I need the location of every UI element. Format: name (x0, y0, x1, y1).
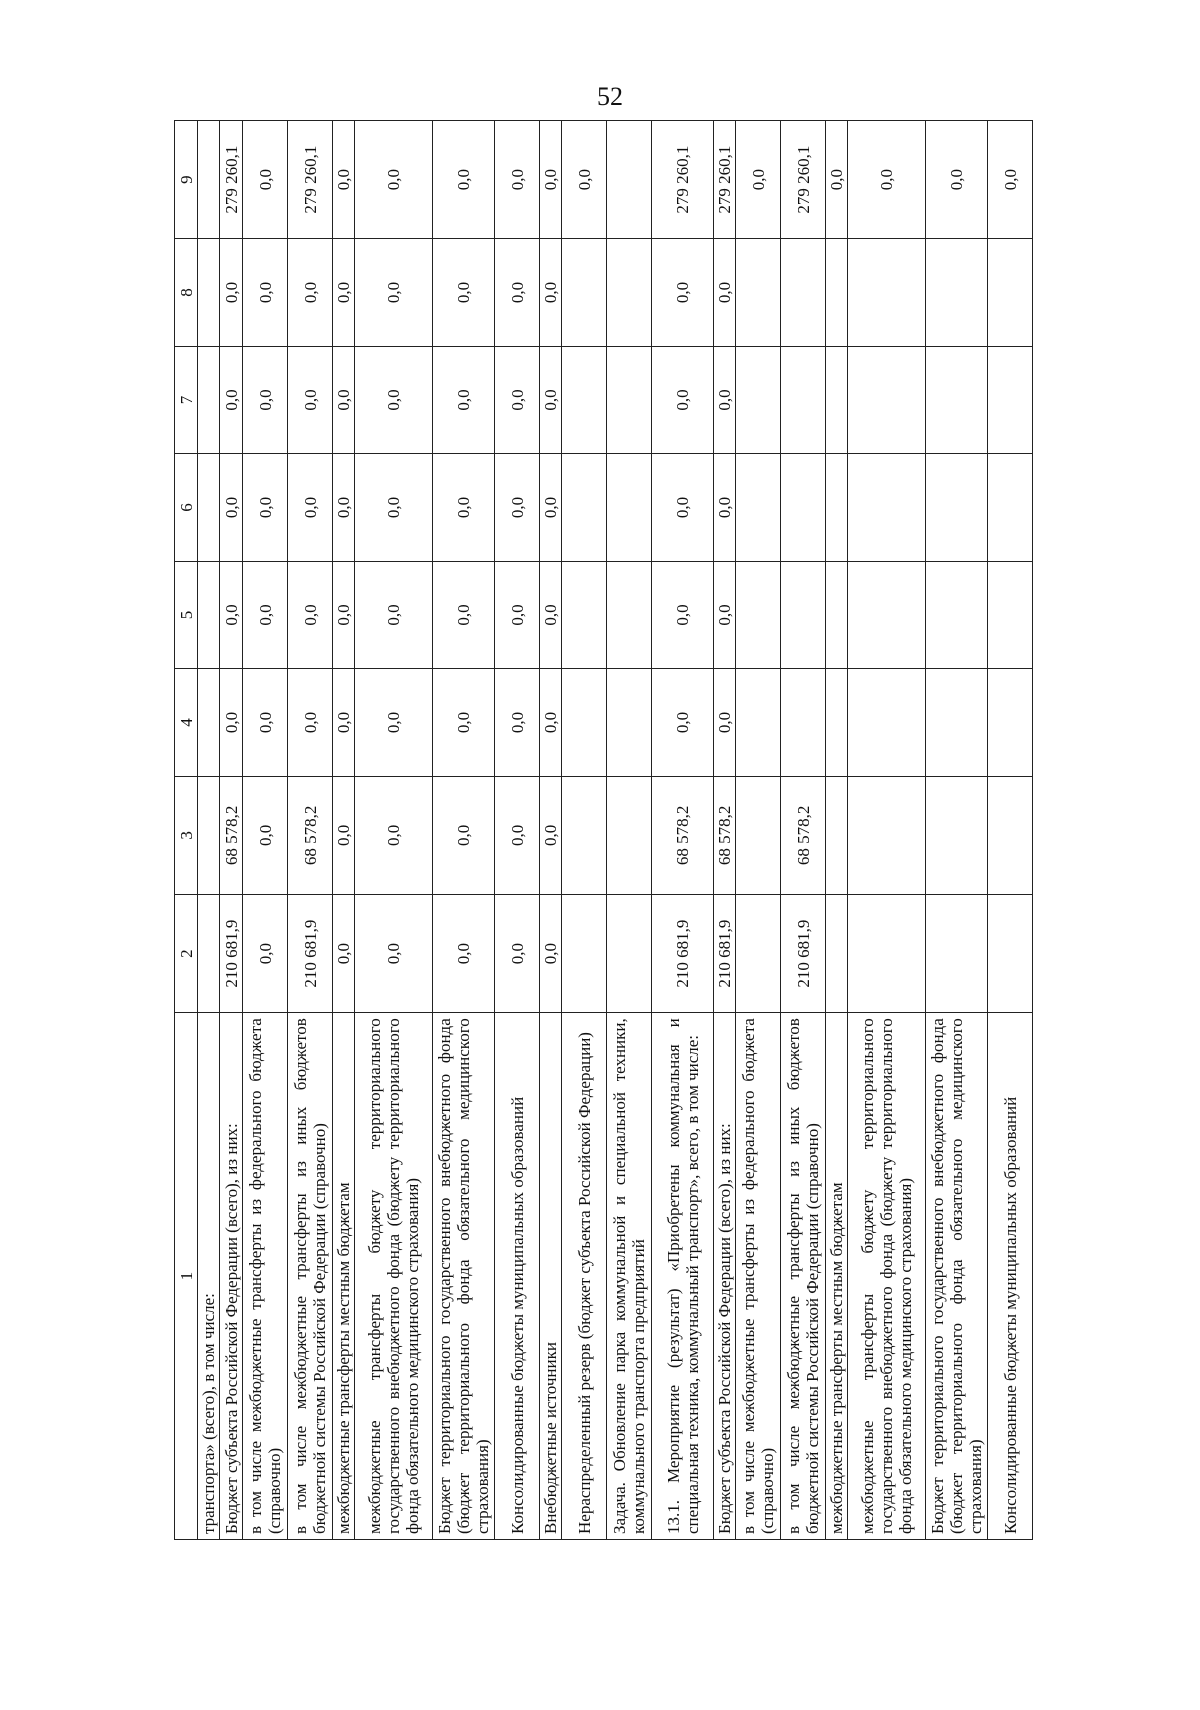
value-cell: 0,0 (243, 561, 288, 669)
value-cell (198, 346, 220, 454)
value-cell: 0,0 (540, 121, 562, 239)
value-cell (607, 561, 652, 669)
value-cell (562, 346, 607, 454)
value-cell: 0,0 (355, 895, 433, 1013)
column-header: 1 (175, 1013, 198, 1540)
table-row (562, 121, 607, 1540)
value-cell (562, 239, 607, 347)
row-label: межбюджетные трансферты бюджету территориального государственного внебюджетного фонда (бюджету территориального фонда обязательного медицинского страхования) (848, 1013, 926, 1540)
table-row (540, 121, 562, 1540)
value-cell: 279 260,1 (781, 121, 826, 239)
value-cell: 0,0 (433, 561, 495, 669)
value-cell (988, 669, 1033, 777)
value-cell (826, 561, 848, 669)
column-header: 6 (175, 454, 198, 562)
column-header: 4 (175, 669, 198, 777)
row-label: Бюджет субъекта Российской Федерации (всего), из них: (714, 1013, 736, 1540)
value-cell (562, 669, 607, 777)
value-cell: 0,0 (540, 561, 562, 669)
row-label: Задача. Обновление парка коммунальной и специальной техники, коммунального транспорта предприятий (607, 1013, 652, 1540)
value-cell: 0,0 (220, 454, 243, 562)
value-cell: 0,0 (714, 346, 736, 454)
value-cell (198, 776, 220, 894)
row-label: 13.1. Мероприятие (результат) «Приобретены коммунальная и специальная техника, коммунальный транспорт», всего, в том числе: (652, 1013, 714, 1540)
table-row (848, 121, 926, 1540)
value-cell: 0,0 (220, 561, 243, 669)
row-label: Нераспределенный резерв (бюджет субъекта Российской Федерации) (562, 1013, 607, 1540)
value-cell (781, 454, 826, 562)
value-cell: 0,0 (288, 346, 333, 454)
value-cell (848, 895, 926, 1013)
value-cell: 0,0 (355, 346, 433, 454)
value-cell (848, 239, 926, 347)
value-cell (826, 669, 848, 777)
value-cell (826, 346, 848, 454)
table-row (495, 121, 540, 1540)
value-cell: 0,0 (714, 454, 736, 562)
value-cell: 0,0 (540, 239, 562, 347)
table-row (198, 121, 220, 1540)
value-cell: 0,0 (540, 895, 562, 1013)
row-label: межбюджетные трансферты местным бюджетам (826, 1013, 848, 1540)
row-label: межбюджетные трансферты бюджету территориального государственного внебюджетного фонда (бюджету территориального фонда обязательного медицинского страхования) (355, 1013, 433, 1540)
table-row (355, 121, 433, 1540)
value-cell: 0,0 (333, 346, 355, 454)
row-label: Консолидированные бюджеты муниципальных образований (988, 1013, 1033, 1540)
value-cell: 0,0 (333, 669, 355, 777)
value-cell: 279 260,1 (288, 121, 333, 239)
value-cell: 0,0 (540, 669, 562, 777)
page-number: 52 (597, 82, 623, 111)
value-cell (198, 561, 220, 669)
value-cell: 0,0 (433, 346, 495, 454)
value-cell (826, 239, 848, 347)
value-cell: 0,0 (714, 239, 736, 347)
value-cell (926, 895, 988, 1013)
value-cell: 0,0 (333, 454, 355, 562)
value-cell (736, 239, 781, 347)
value-cell: 0,0 (333, 776, 355, 894)
value-cell (736, 776, 781, 894)
value-cell: 0,0 (736, 121, 781, 239)
value-cell: 0,0 (652, 346, 714, 454)
value-cell (926, 346, 988, 454)
value-cell (988, 776, 1033, 894)
value-cell: 210 681,9 (288, 895, 333, 1013)
column-header: 2 (175, 895, 198, 1013)
value-cell: 0,0 (540, 454, 562, 562)
value-cell (781, 669, 826, 777)
row-label: в том числе межбюджетные трансферты из иных бюджетов бюджетной системы Российской Федерации (справочно) (288, 1013, 333, 1540)
value-cell (607, 454, 652, 562)
value-cell: 0,0 (826, 121, 848, 239)
rotated-table-wrapper (174, 120, 1034, 1540)
value-cell: 0,0 (355, 669, 433, 777)
value-cell (926, 669, 988, 777)
column-header: 5 (175, 561, 198, 669)
value-cell: 68 578,2 (220, 776, 243, 894)
value-cell (848, 454, 926, 562)
value-cell: 279 260,1 (714, 121, 736, 239)
table-row (243, 121, 288, 1540)
value-cell: 0,0 (495, 561, 540, 669)
row-label: межбюджетные трансферты местным бюджетам (333, 1013, 355, 1540)
row-label: в том числе межбюджетные трансферты из федерального бюджета (справочно) (243, 1013, 288, 1540)
value-cell (736, 561, 781, 669)
value-cell: 0,0 (433, 239, 495, 347)
value-cell (198, 895, 220, 1013)
value-cell (736, 346, 781, 454)
table-row (607, 121, 652, 1540)
value-cell (736, 669, 781, 777)
row-label: в том числе межбюджетные трансферты из иных бюджетов бюджетной системы Российской Федерации (справочно) (781, 1013, 826, 1540)
value-cell: 0,0 (433, 454, 495, 562)
value-cell: 0,0 (433, 121, 495, 239)
value-cell (562, 454, 607, 562)
table-row (926, 121, 988, 1540)
value-cell: 0,0 (714, 669, 736, 777)
value-cell (926, 776, 988, 894)
value-cell: 0,0 (652, 454, 714, 562)
value-cell: 0,0 (243, 454, 288, 562)
value-cell: 0,0 (355, 121, 433, 239)
table-body (175, 121, 1033, 1540)
value-cell: 0,0 (495, 776, 540, 894)
value-cell: 0,0 (495, 239, 540, 347)
value-cell (848, 776, 926, 894)
value-cell (988, 895, 1033, 1013)
value-cell: 0,0 (652, 669, 714, 777)
table-row (288, 121, 333, 1540)
table-row (736, 121, 781, 1540)
value-cell: 0,0 (243, 239, 288, 347)
table-row (433, 121, 495, 1540)
table-row (220, 121, 243, 1540)
value-cell: 0,0 (333, 121, 355, 239)
value-cell: 0,0 (848, 121, 926, 239)
value-cell (781, 561, 826, 669)
value-cell: 0,0 (433, 776, 495, 894)
value-cell (988, 454, 1033, 562)
value-cell (926, 239, 988, 347)
value-cell: 0,0 (288, 239, 333, 347)
value-cell (781, 346, 826, 454)
table-row (826, 121, 848, 1540)
row-label: Бюджет территориального государственного внебюджетного фонда (бюджет территориального фонда обязательного медицинского страхования) (926, 1013, 988, 1540)
value-cell: 0,0 (652, 239, 714, 347)
row-label: Внебюджетные источники (540, 1013, 562, 1540)
value-cell: 0,0 (652, 561, 714, 669)
value-cell: 0,0 (288, 561, 333, 669)
value-cell (988, 239, 1033, 347)
value-cell: 210 681,9 (220, 895, 243, 1013)
value-cell (826, 454, 848, 562)
row-label: Бюджет субъекта Российской Федерации (всего), из них: (220, 1013, 243, 1540)
value-cell: 210 681,9 (714, 895, 736, 1013)
value-cell: 0,0 (495, 895, 540, 1013)
row-label: транспорта» (всего), в том числе: (198, 1013, 220, 1540)
value-cell: 0,0 (288, 669, 333, 777)
column-header: 9 (175, 121, 198, 239)
value-cell: 279 260,1 (220, 121, 243, 239)
column-header: 3 (175, 776, 198, 894)
value-cell: 0,0 (355, 239, 433, 347)
value-cell: 0,0 (355, 454, 433, 562)
value-cell (198, 669, 220, 777)
value-cell: 0,0 (220, 669, 243, 777)
value-cell: 0,0 (243, 776, 288, 894)
value-cell: 0,0 (540, 346, 562, 454)
row-label: в том числе межбюджетные трансферты из федерального бюджета (справочно) (736, 1013, 781, 1540)
value-cell (848, 346, 926, 454)
value-cell (198, 454, 220, 562)
value-cell (562, 561, 607, 669)
value-cell (607, 776, 652, 894)
value-cell (848, 561, 926, 669)
value-cell (607, 346, 652, 454)
value-cell: 0,0 (714, 561, 736, 669)
value-cell: 0,0 (243, 346, 288, 454)
value-cell: 0,0 (433, 669, 495, 777)
header-row (175, 121, 198, 1540)
value-cell (988, 561, 1033, 669)
value-cell: 0,0 (988, 121, 1033, 239)
row-label: Бюджет территориального государственного внебюджетного фонда (бюджет территориального фонда обязательного медицинского страхования) (433, 1013, 495, 1540)
table-row (333, 121, 355, 1540)
value-cell (988, 346, 1033, 454)
value-cell (781, 239, 826, 347)
value-cell: 68 578,2 (288, 776, 333, 894)
value-cell: 0,0 (495, 669, 540, 777)
table-row (714, 121, 736, 1540)
value-cell (607, 239, 652, 347)
value-cell: 0,0 (926, 121, 988, 239)
value-cell (607, 895, 652, 1013)
value-cell (562, 776, 607, 894)
value-cell: 0,0 (540, 776, 562, 894)
value-cell: 68 578,2 (781, 776, 826, 894)
value-cell: 0,0 (220, 239, 243, 347)
value-cell (198, 121, 220, 239)
value-cell: 0,0 (495, 121, 540, 239)
value-cell: 0,0 (243, 121, 288, 239)
value-cell: 210 681,9 (652, 895, 714, 1013)
value-cell (198, 239, 220, 347)
column-header: 8 (175, 239, 198, 347)
value-cell: 0,0 (562, 121, 607, 239)
value-cell: 0,0 (355, 776, 433, 894)
value-cell: 0,0 (243, 895, 288, 1013)
value-cell (736, 454, 781, 562)
value-cell: 0,0 (243, 669, 288, 777)
table-row (652, 121, 714, 1540)
value-cell (736, 895, 781, 1013)
row-label: Консолидированные бюджеты муниципальных образований (495, 1013, 540, 1540)
value-cell (607, 669, 652, 777)
table-row (781, 121, 826, 1540)
budget-table (174, 120, 1033, 1540)
value-cell: 0,0 (495, 454, 540, 562)
value-cell: 0,0 (333, 239, 355, 347)
value-cell (848, 669, 926, 777)
value-cell (826, 776, 848, 894)
value-cell: 0,0 (495, 346, 540, 454)
column-header: 7 (175, 346, 198, 454)
value-cell: 68 578,2 (714, 776, 736, 894)
value-cell (926, 561, 988, 669)
value-cell: 0,0 (433, 895, 495, 1013)
value-cell: 279 260,1 (652, 121, 714, 239)
value-cell: 0,0 (355, 561, 433, 669)
value-cell: 68 578,2 (652, 776, 714, 894)
value-cell (607, 121, 652, 239)
value-cell: 0,0 (333, 561, 355, 669)
value-cell (562, 895, 607, 1013)
value-cell: 0,0 (288, 454, 333, 562)
table-row (988, 121, 1033, 1540)
value-cell (926, 454, 988, 562)
value-cell: 0,0 (220, 346, 243, 454)
value-cell: 0,0 (333, 895, 355, 1013)
value-cell (826, 895, 848, 1013)
value-cell: 210 681,9 (781, 895, 826, 1013)
